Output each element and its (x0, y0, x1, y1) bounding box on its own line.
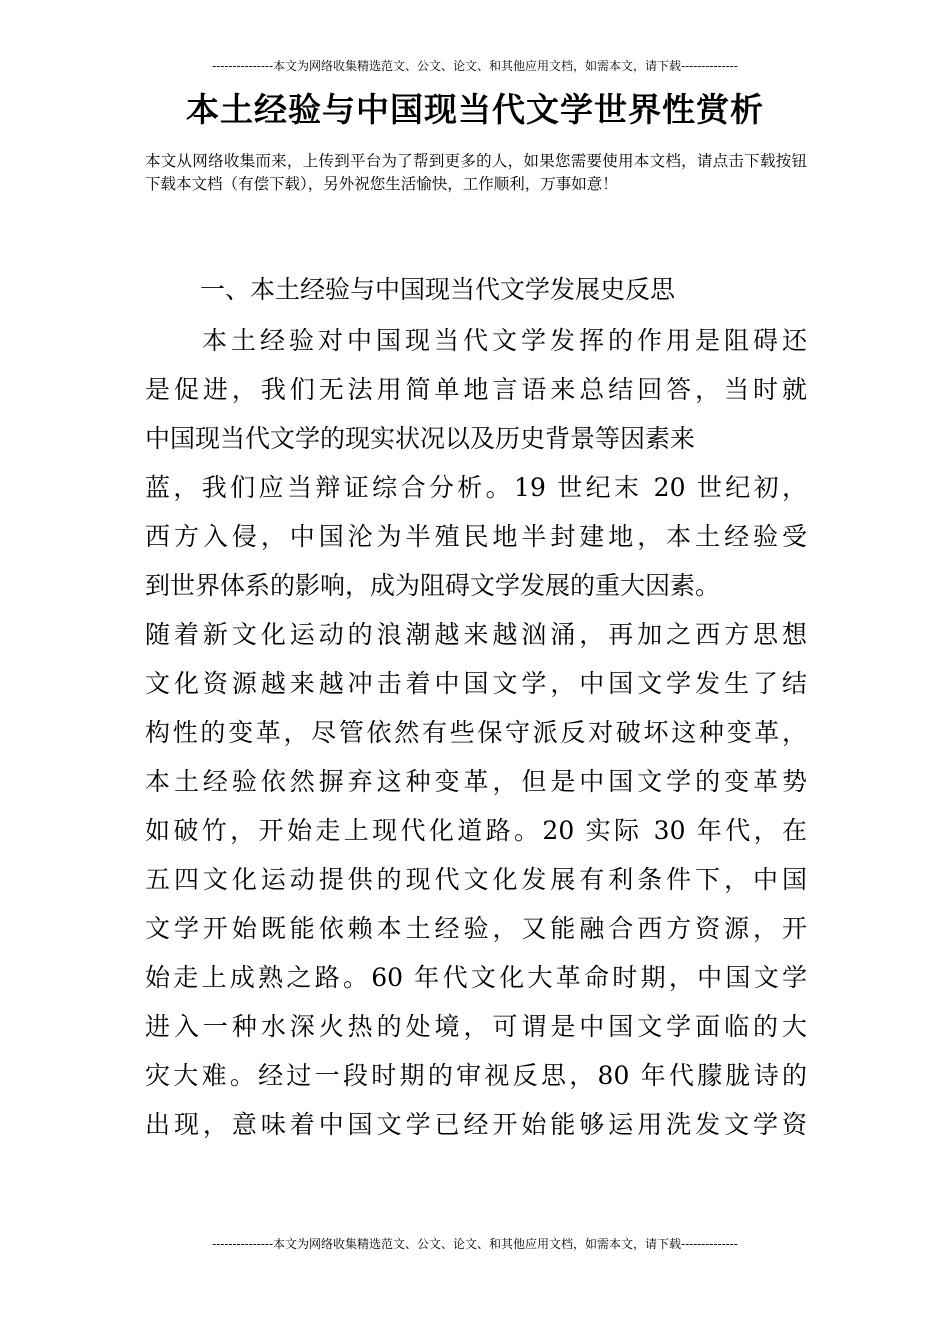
body-line: 蓝，我们应当辩证综合分析。19 世纪末 20 世纪初， (145, 473, 807, 502)
body-line: 本土经验依然摒弃这种变革，但是中国文学的变革势 (145, 767, 807, 796)
body-line: 五四文化运动提供的现代文化发展有利条件下，中国 (145, 865, 807, 894)
body-line: 中国现当代文学的现实状况以及历史背景等因素来 (145, 424, 696, 453)
body-line: 是促进，我们无法用简单地言语来总结回答，当时就 (145, 375, 807, 404)
body-line: 文化资源越来越冲击着中国文学，中国文学发生了结 (145, 669, 807, 698)
body-line: 如破竹，开始走上现代化道路。20 实际 30 年代，在 (145, 816, 807, 845)
body-paragraph (145, 321, 807, 1154)
intro-paragraph: 本文从网络收集而来，上传到平台为了帮到更多的人，如果您需要使用本文档，请点击下载按钮下载本文档（有偿下载），另外祝您生活愉快，工作顺利，万事如意！ (145, 152, 807, 193)
body-line: 出现，意味着中国文学已经开始能够运用洗发文学资 (145, 1110, 807, 1139)
document-title: 本土经验与中国现当代文学世界性赏析 (186, 90, 764, 129)
page-header-notice: ---------------本文为网络收集精选范文、公文、论文、和其他应用文档，如需本文，请下载-------------- (212, 59, 738, 73)
body-line: 随着新文化运动的浪潮越来越汹涌，再加之西方思想 (145, 620, 807, 649)
page-footer-notice: ---------------本文为网络收集精选范文、公文、论文、和其他应用文档，如需本文，请下载-------------- (212, 1237, 738, 1251)
body-line: 本土经验对中国现当代文学发挥的作用是阻碍还 (202, 326, 807, 355)
body-line: 始走上成熟之路。60 年代文化大革命时期，中国文学 (145, 963, 807, 992)
body-line: 灾大难。经过一段时期的审视反思，80 年代朦胧诗的 (145, 1061, 807, 1090)
body-line: 到世界体系的影响，成为阻碍文学发展的重大因素。 (145, 571, 721, 600)
body-line: 文学开始既能依赖本土经验，又能融合西方资源，开 (145, 914, 807, 943)
body-line: 构性的变革，尽管依然有些保守派反对破坏这种变革， (145, 718, 807, 747)
section-heading: 一、本土经验与中国现当代文学发展史反思 (200, 275, 676, 304)
body-line: 西方入侵，中国沦为半殖民地半封建地，本土经验受 (145, 522, 807, 551)
body-line: 进入一种水深火热的处境，可谓是中国文学面临的大 (145, 1012, 807, 1041)
